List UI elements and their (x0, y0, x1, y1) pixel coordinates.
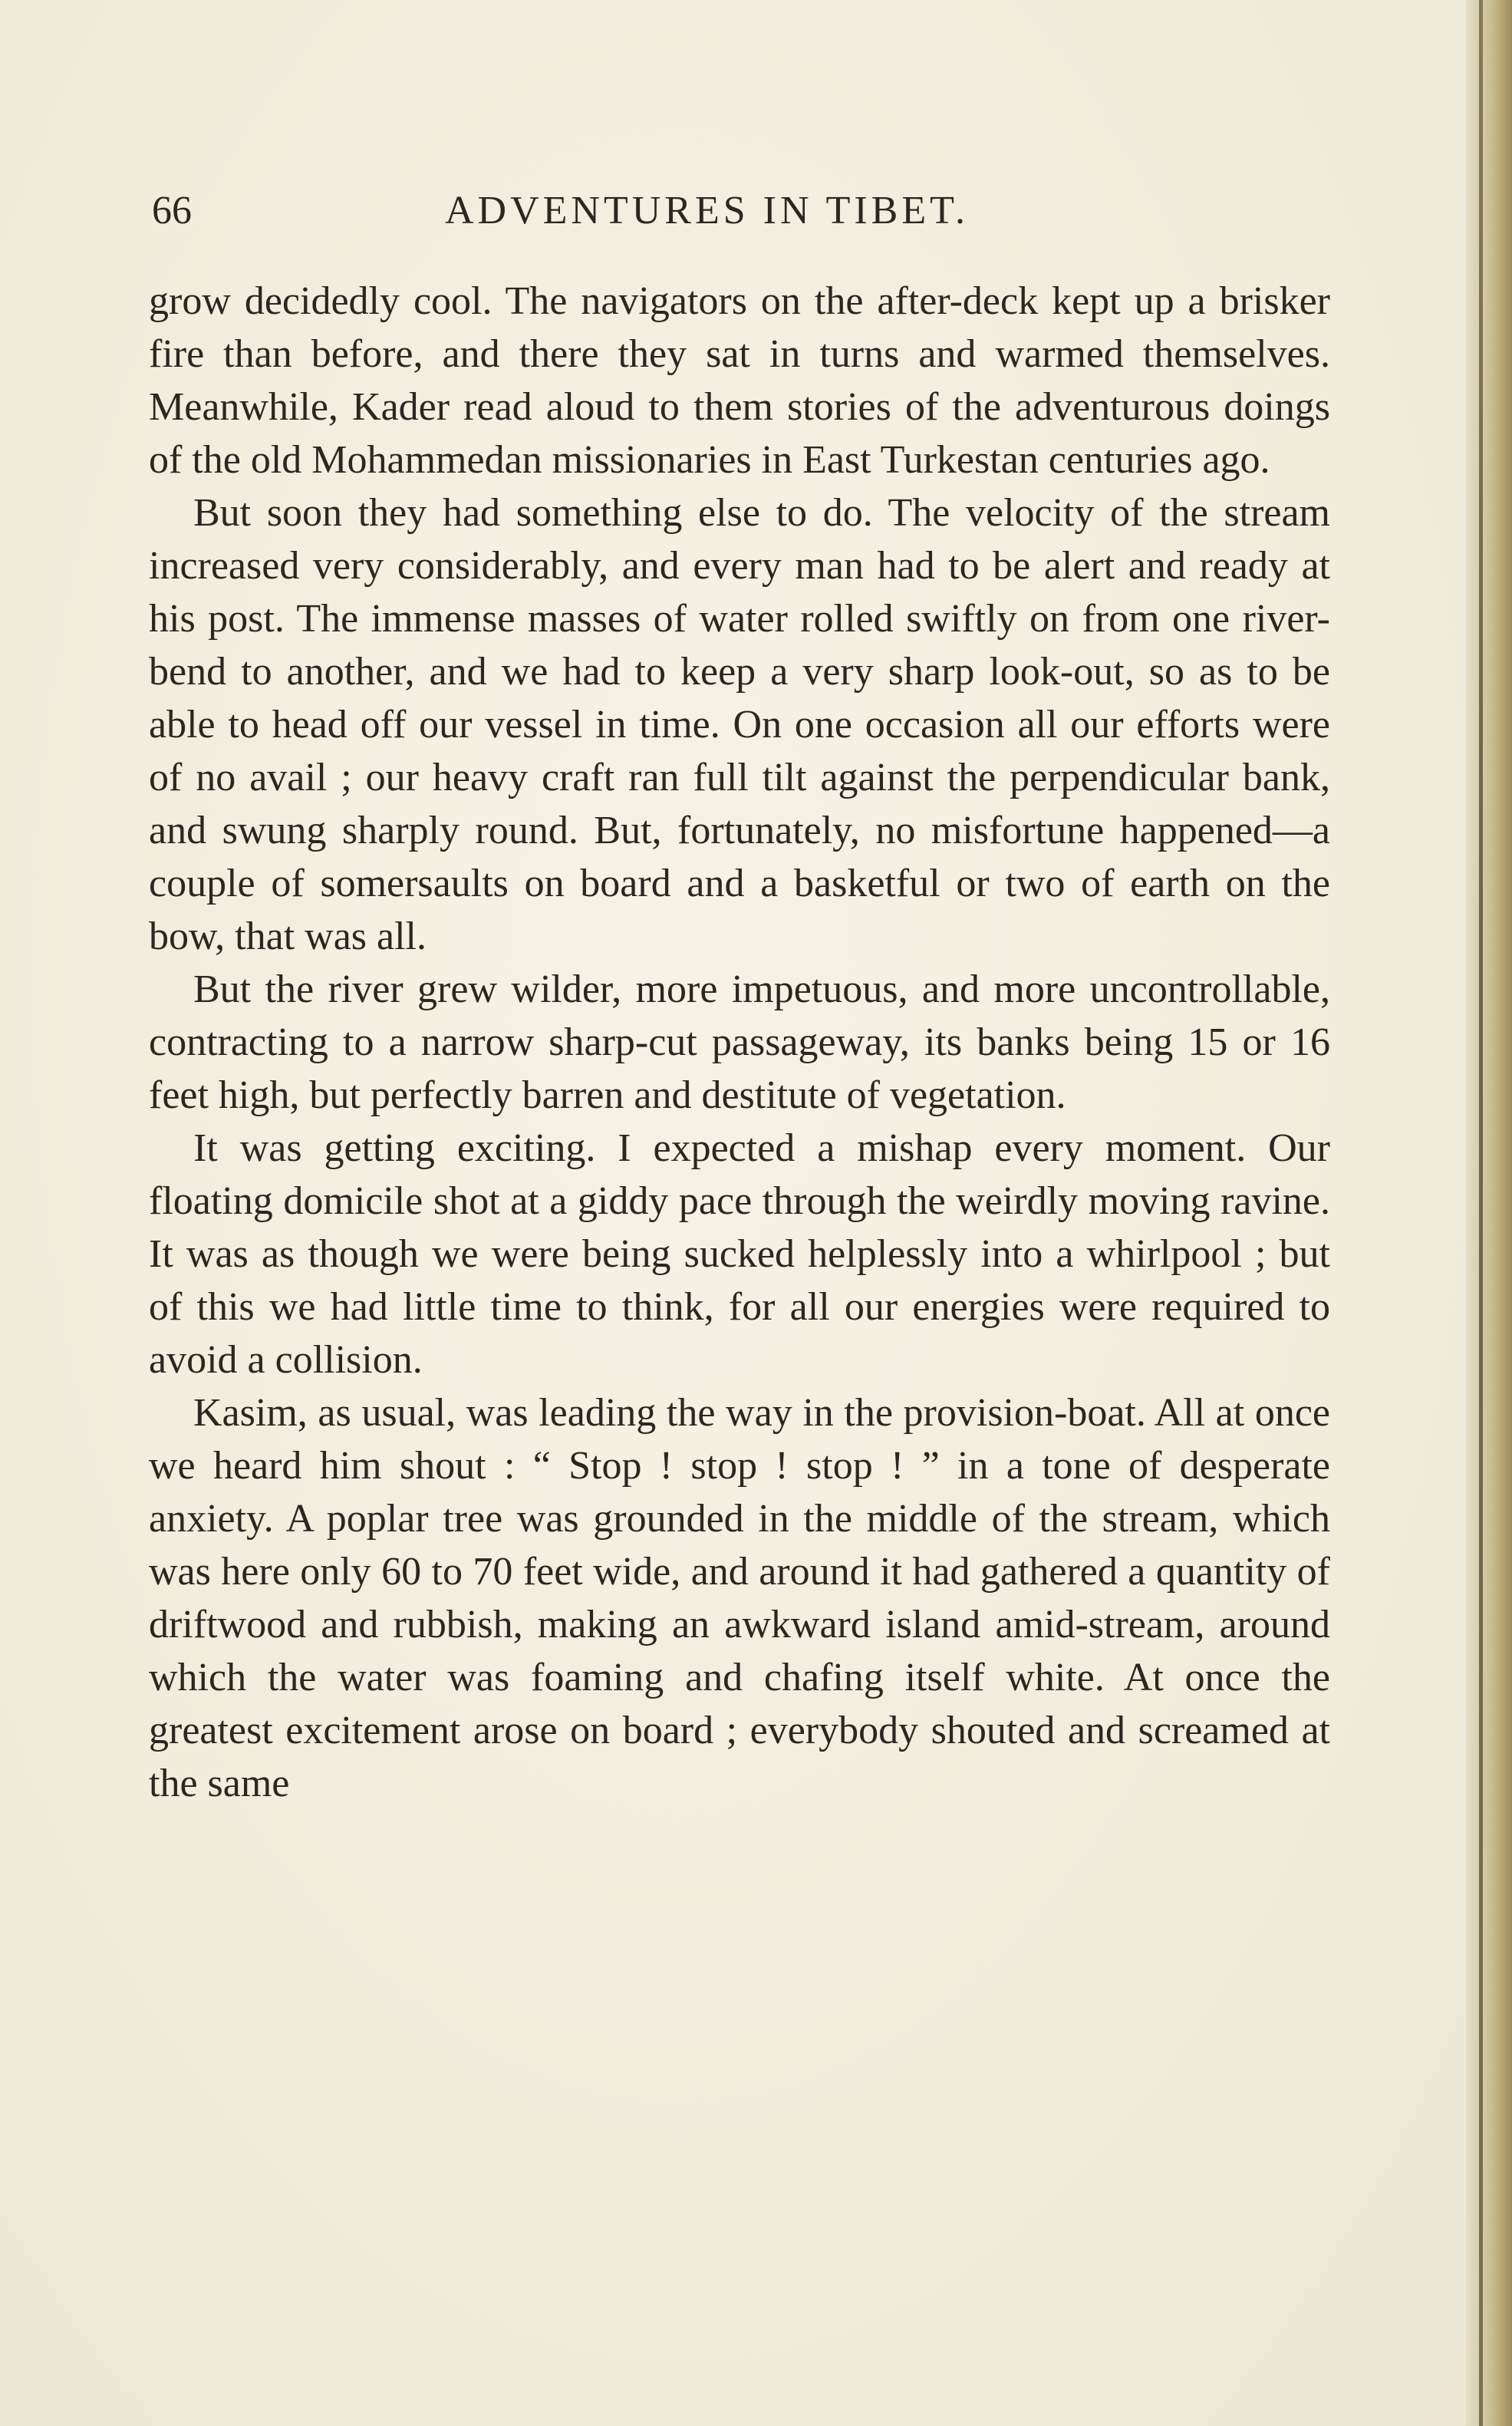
binding-line (1479, 0, 1483, 2426)
page-number: 66 (152, 189, 192, 232)
body-text (149, 275, 1330, 1810)
paragraph-1: grow decidedly cool. The navigators on the after-deck kept up a brisker fire than before, and there they sat in turns and warmed themselves. Meanwhile, Kader read aloud to them stories of the adventurous doings of the old Mohammedan missionaries in East Turkestan centuries ago. (149, 279, 1330, 482)
paragraph-2: But soon they had something else to do. The velocity of the stream increased very considerably, and every man had to be alert and ready at his post. The immense masses of water rolled swiftly on from one river-bend to another, and we had to keep a very sharp look-out, so as to be able to head off our vessel in time. On one occasion all our efforts were of no avail ; our heavy craft ran full tilt against the perpendicular bank, and swung sharply round. But, fortunately, no misfortune happened—a couple of somersaults on board and a basketful or two of earth on the bow, that was all. (149, 491, 1330, 958)
paragraph-4: It was getting exciting. I expected a mishap every moment. Our floating domicile shot at a giddy pace through the weirdly moving ravine. It was as though we were being sucked helplessly into a whirlpool ; but of this we had little time to think, for all our energies were required to avoid a collision. (149, 1126, 1330, 1382)
paragraph-5: Kasim, as usual, was leading the way in the provision-boat. All at once we heard him shout : “ Stop ! stop ! stop ! ” in a tone of desperate anxiety. A poplar tree was grounded in the middle of the stream, which was here only 60 to 70 feet wide, and around it had gathered a quantity of driftwood and rubbish, making an awkward island amid-stream, around which the water was foaming and chafing itself white. At once the greatest excitement arose on board ; everybody shouted and screamed at the same (149, 1391, 1330, 1805)
page-header (152, 184, 1327, 238)
paragraph-3: But the river grew wilder, more impetuous, and more uncontrollable, contracting to a narrow sharp-cut passageway, its banks being 15 or 16 feet high, but perfectly barren and destitute of vegetation. (149, 967, 1330, 1117)
running-title: ADVENTURES IN TIBET. (445, 189, 970, 232)
page-edge (1466, 0, 1512, 2426)
